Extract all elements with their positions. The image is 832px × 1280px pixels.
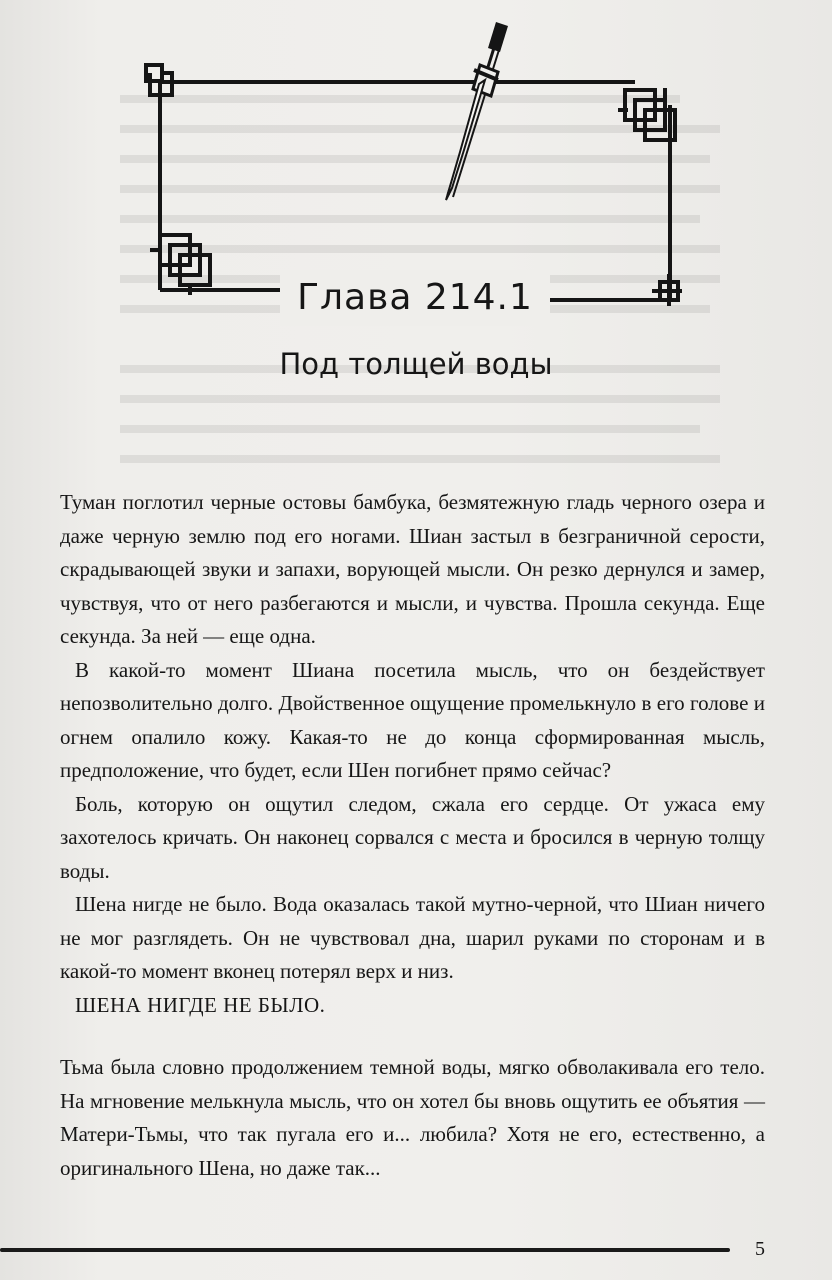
footer-rule bbox=[0, 1248, 730, 1252]
sword-icon bbox=[446, 22, 508, 200]
paragraph: Шена нигде не было. Вода оказалась такой мутно-черной, что Шиан ничего не мог разглядеть. Он не чувствовал дна, шарил руками по сторонам и в какой-то момент вконец потерял верх и низ. bbox=[60, 892, 765, 983]
frame-right-bottom-line bbox=[540, 105, 670, 300]
chapter-title: Глава 214.1 bbox=[280, 270, 550, 326]
paragraph: Туман поглотил черные остовы бамбука, безмятежную гладь черного озера и даже черную землю под его ногами. Шиан застыл в безграничной серости, скрадывающей звуки и запахи, ворующей мысли. Он резко дернулся и замер, чувствуя, что от него разбегаются и мысли, и чувства. Прошла секунда. Еще секунда. За ней — еще одна. bbox=[60, 490, 765, 648]
paragraph-emphasis: ШЕНА НИГДЕ НЕ БЫЛО. bbox=[75, 992, 326, 1017]
paragraph: Тьма была словно продолжением темной воды, мягко обволакивала его тело. На мгновение мелькнула мысль, что он хотел бы вновь ощутить ее объятия — Матери-Тьмы, что так пугала его и... любила? Хотя не его, естественно, а оригинального Шена, но даже так... bbox=[60, 1055, 765, 1180]
knot-icon bbox=[618, 88, 675, 140]
paragraph: Боль, которую он ощутил следом, сжала его сердце. От ужаса ему захотелось кричать. Он наконец сорвался с места и бросился в черную толщу воды. bbox=[60, 791, 765, 883]
section-break bbox=[60, 1022, 765, 1051]
chapter-body bbox=[60, 486, 765, 1185]
chapter-subtitle: Под толщей воды bbox=[279, 347, 553, 381]
paragraph: В какой-то момент Шиана посетила мысль, что он бездействует непозволительно долго. Двойственное ощущение промелькнуло в его голове и огнем опалило кожу. Какая-то не до конца сформированная мысль, предположение, что будет, если Шен погибнет прямо сейчас? bbox=[60, 657, 765, 782]
page-number: 5 bbox=[755, 1238, 765, 1260]
